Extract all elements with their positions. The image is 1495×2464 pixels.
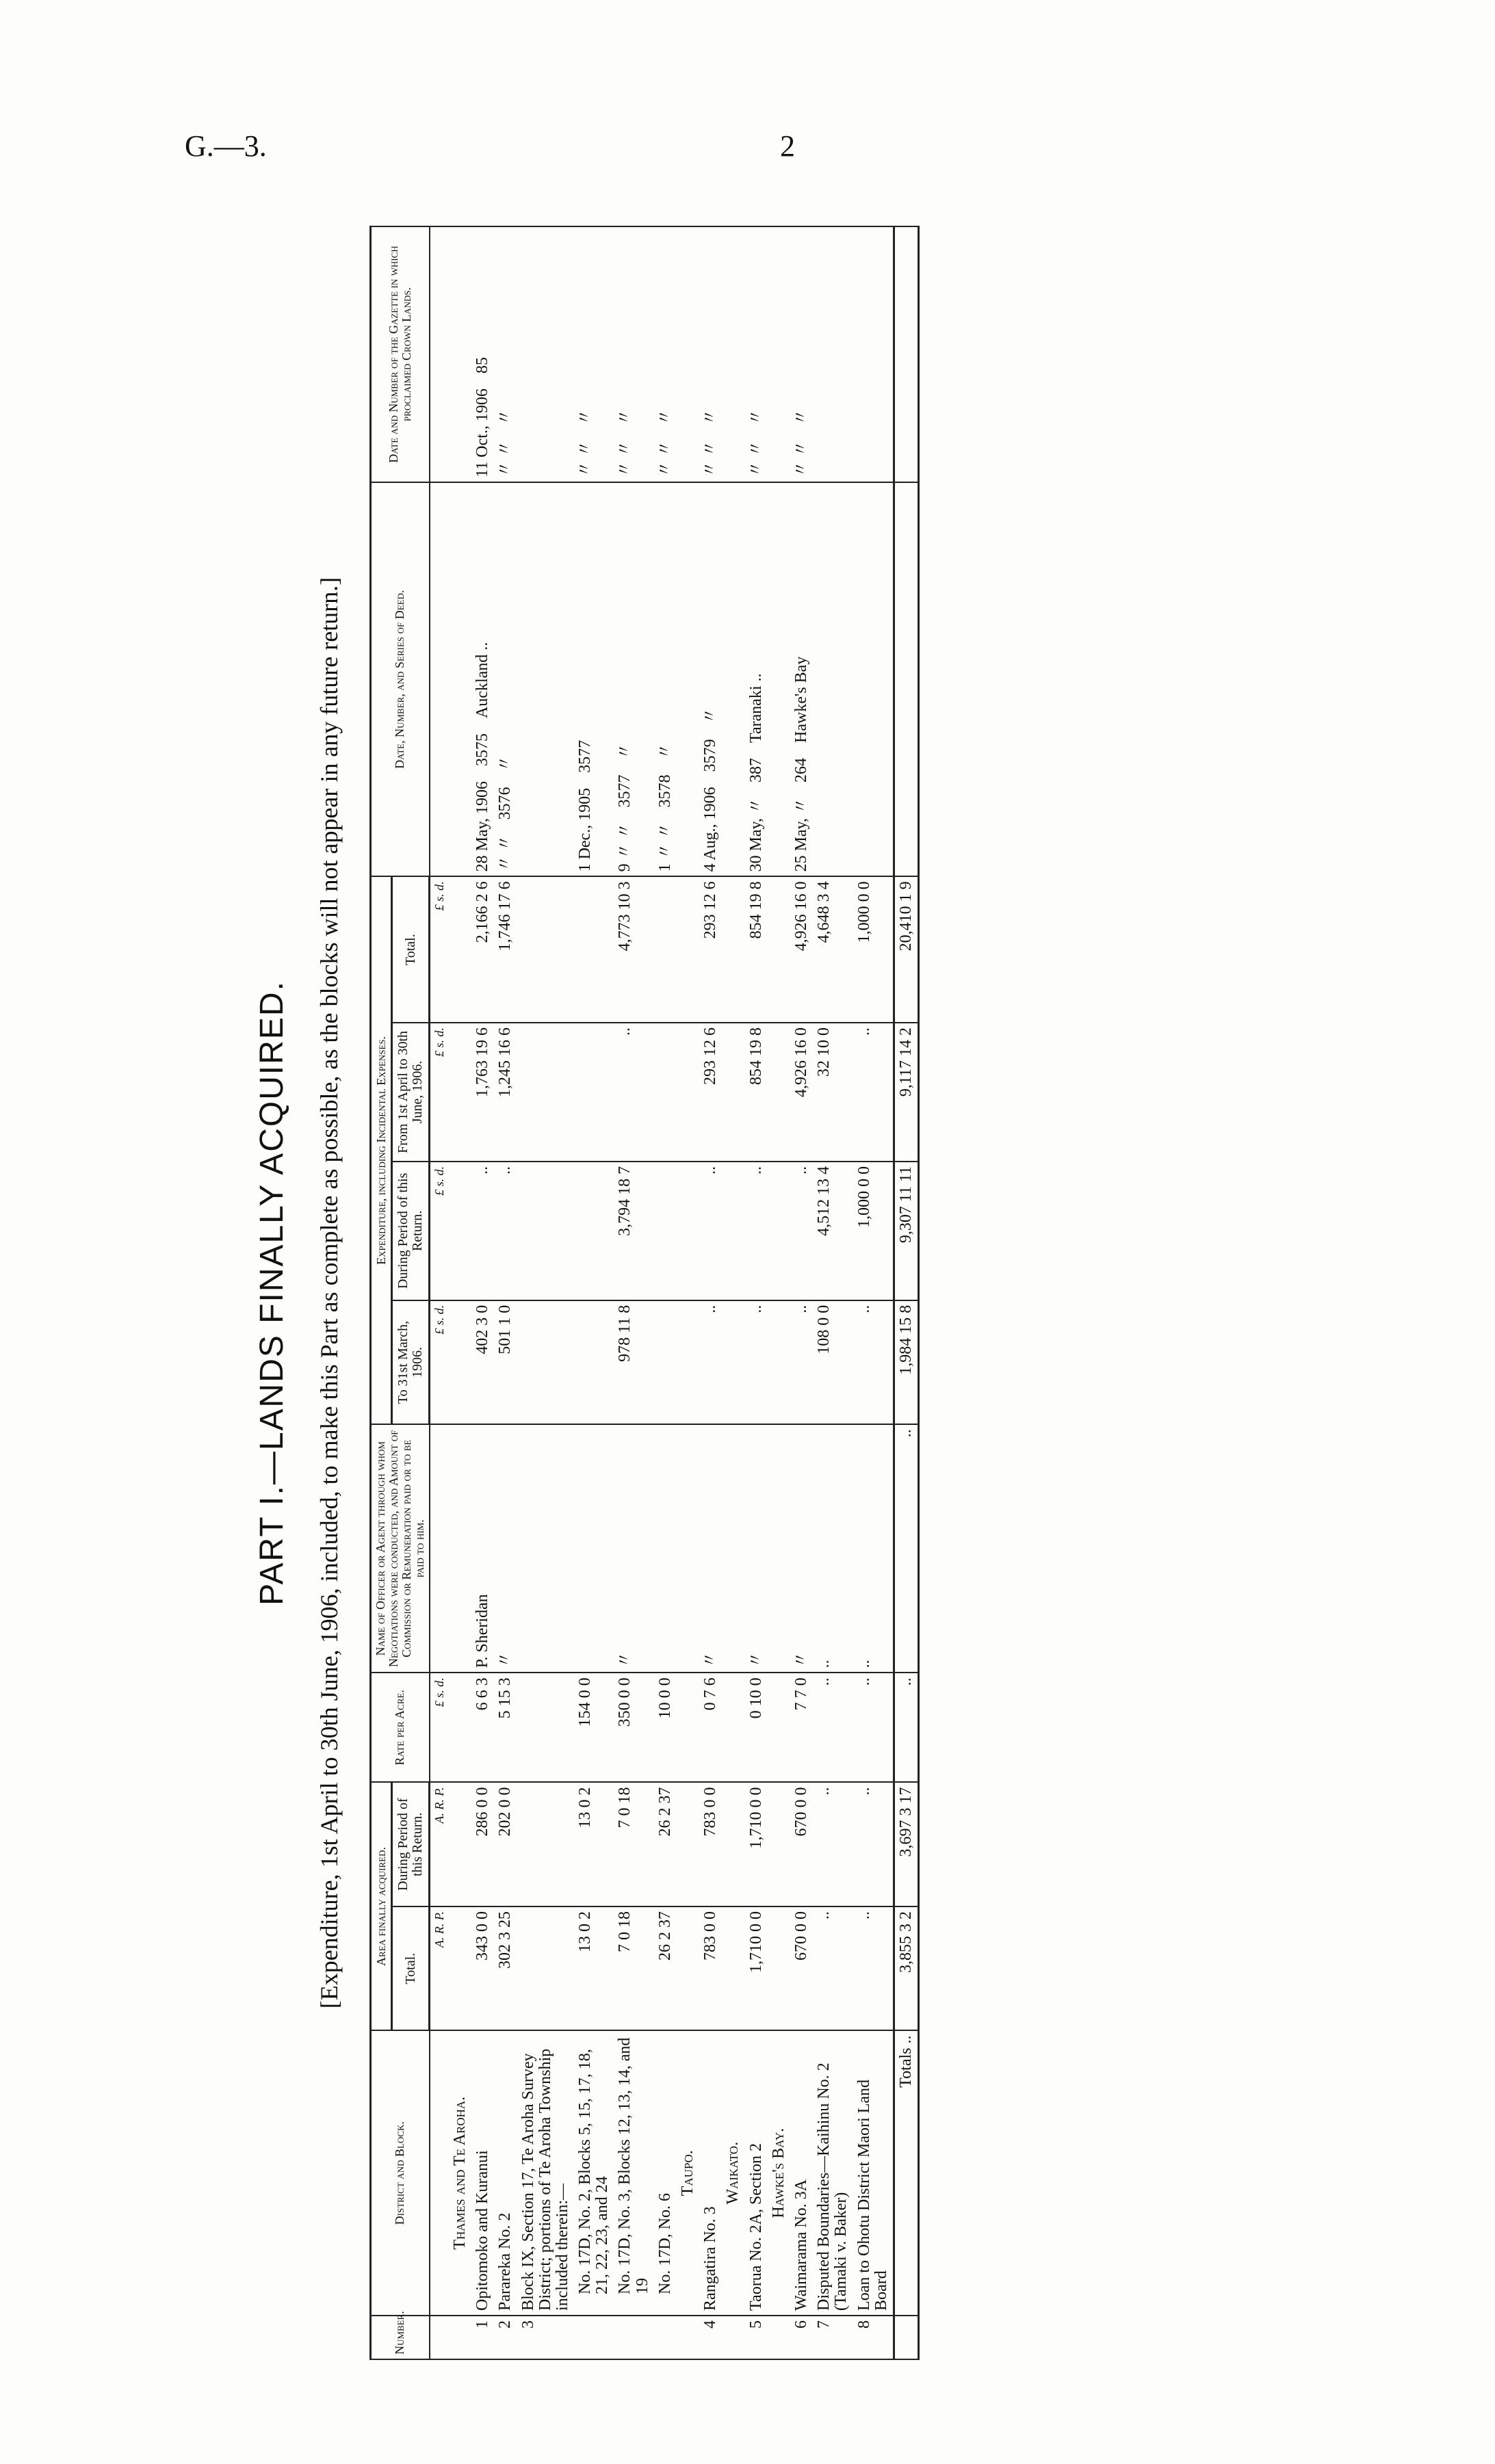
cell-exp-to: 978 11 8	[614, 1300, 653, 1425]
cell-officer: P. Sheridan	[471, 1424, 494, 1673]
cell-officer	[654, 1424, 677, 1673]
cell-officer: 〃	[745, 1424, 768, 1673]
cell-num: 3	[517, 2316, 575, 2359]
cell-gazette	[574, 226, 614, 482]
table-row	[574, 226, 614, 2359]
totals-exp-from: 9,117 14 2	[894, 1023, 918, 1162]
cell-officer	[677, 1424, 699, 1673]
cell-area-period: 286 0 0	[471, 1782, 494, 1906]
unit-money: £ s. d.	[430, 1673, 449, 1782]
cell-num	[654, 2316, 677, 2359]
cell-exp-during: ..	[790, 1162, 813, 1300]
deed-series: 〃	[496, 755, 515, 772]
table-row	[654, 226, 677, 2359]
cell-district: Loan to Ohotu District Maori Land Board	[853, 2031, 894, 2316]
deed-date: 〃 〃	[496, 835, 515, 872]
deed-num: 3575	[473, 733, 492, 766]
cell-deed	[813, 482, 853, 877]
cell-officer	[722, 1424, 744, 1673]
cell-exp-from: 293 12 6	[699, 1023, 722, 1162]
cell-exp-during: ..	[494, 1162, 517, 1300]
cell-officer	[768, 1424, 790, 1673]
cell-gazette	[677, 226, 699, 482]
cell-area-total	[677, 1906, 699, 2031]
cell-district: Rangatira No. 3	[699, 2031, 722, 2316]
part-subtitle: [Expenditure, 1st April to 30th June, 1906, included, to make this Part as complete as possible, as the blocks will not appear in any future return.]	[315, 577, 343, 2009]
cell-exp-during: 4,512 13 4	[813, 1162, 853, 1300]
lands-acquired-table	[369, 226, 920, 2360]
cell-area-period	[722, 1782, 744, 1906]
cell-exp-to	[722, 1300, 744, 1425]
cell-exp-from	[574, 1023, 614, 1162]
table-row	[699, 226, 722, 2359]
gazette-num: 〃	[616, 408, 634, 425]
table-row	[517, 226, 575, 2359]
cell-rate: 154 0 0	[574, 1673, 614, 1782]
cell-num	[574, 2316, 614, 2359]
cell-district: Taupo.	[677, 2031, 699, 2316]
cell-area-period	[449, 1782, 471, 1906]
cell-rate: 6 6 3	[471, 1673, 494, 1782]
cell-officer: ..	[853, 1424, 894, 1673]
cell-district: Disputed Boundaries—Kaihinu No. 2 (Tamaki v. Baker)	[813, 2031, 853, 2316]
cell-rate: ..	[813, 1673, 853, 1782]
cell-district: Hawke's Bay.	[768, 2031, 790, 2316]
col-area-total: Total.	[392, 1906, 430, 2031]
cell-area-period	[677, 1782, 699, 1906]
gazette-date: 〃 〃	[576, 440, 595, 477]
deed-series: 〃	[701, 707, 720, 724]
deed-series: 〃	[655, 743, 674, 760]
cell-district: No. 17D, No. 2, Blocks 5, 15, 17, 18, 21, 22, 23, and 24	[574, 2031, 614, 2316]
col-rate: Rate per Acre.	[371, 1673, 430, 1782]
cell-district: Parareka No. 2	[494, 2031, 517, 2316]
cell-rate: 350 0 0	[614, 1673, 653, 1782]
rotated-table-sheet	[253, 205, 1232, 2381]
cell-exp-during: ..	[745, 1162, 768, 1300]
deed-date: 25 May, 〃	[792, 797, 810, 872]
deed-date: 4 Aug., 1906	[701, 787, 720, 872]
cell-officer	[517, 1424, 575, 1673]
cell-exp-from: 4,926 16 0	[790, 1023, 813, 1162]
gazette-num: 〃	[496, 408, 515, 425]
cell-exp-to	[677, 1300, 699, 1425]
cell-officer: 〃	[614, 1424, 653, 1673]
cell-exp-total	[517, 876, 575, 1023]
cell-deed	[471, 482, 494, 877]
cell-num: 4	[699, 2316, 722, 2359]
deed-date: 30 May, 〃	[746, 797, 765, 872]
cell-rate	[517, 1673, 575, 1782]
cell-deed	[449, 482, 471, 877]
cell-exp-total	[654, 876, 677, 1023]
cell-rate	[449, 1673, 471, 1782]
units-row	[430, 226, 449, 2359]
cell-exp-total: 4,648 3 4	[813, 876, 853, 1023]
cell-num: 5	[745, 2316, 768, 2359]
cell-area-period: 26 2 37	[654, 1782, 677, 1906]
gazette-num: 〃	[701, 408, 720, 425]
cell-exp-to	[768, 1300, 790, 1425]
cell-officer: 〃	[699, 1424, 722, 1673]
deed-num: 3577	[576, 739, 595, 773]
part-title: PART I.—LANDS FINALLY ACQUIRED.	[254, 980, 290, 1605]
col-exp-during: During Period of this Return.	[392, 1162, 430, 1300]
cell-deed	[614, 482, 653, 877]
district-heading-row	[722, 226, 744, 2359]
cell-exp-to	[517, 1300, 575, 1425]
district-heading-row	[677, 226, 699, 2359]
cell-rate	[722, 1673, 744, 1782]
cell-deed	[722, 482, 744, 877]
cell-rate	[677, 1673, 699, 1782]
gazette-date: 11 Oct., 1906	[473, 389, 492, 477]
cell-area-period	[768, 1782, 790, 1906]
cell-gazette	[768, 226, 790, 482]
cell-exp-during	[722, 1162, 744, 1300]
cell-exp-to: ..	[699, 1300, 722, 1425]
totals-officer: ..	[894, 1424, 918, 1673]
cell-num	[614, 2316, 653, 2359]
cell-exp-total: 4,926 16 0	[790, 876, 813, 1023]
cell-area-total: 26 2 37	[654, 1906, 677, 2031]
unit-money: £ s. d.	[430, 876, 449, 1023]
gazette-num: 〃	[746, 408, 765, 425]
col-exp-total: Total.	[392, 876, 430, 1023]
table-row	[494, 226, 517, 2359]
unit-money: £ s. d.	[430, 1300, 449, 1425]
cell-exp-to: 501 1 0	[494, 1300, 517, 1425]
cell-exp-from	[654, 1023, 677, 1162]
cell-exp-to	[449, 1300, 471, 1425]
cell-area-total: 302 3 25	[494, 1906, 517, 2031]
cell-gazette	[813, 226, 853, 482]
district-heading-row	[768, 226, 790, 2359]
deed-series: Hawke's Bay	[792, 656, 810, 743]
cell-exp-total	[449, 876, 471, 1023]
cell-deed	[677, 482, 699, 877]
deed-num: 3577	[616, 774, 634, 808]
cell-officer	[449, 1424, 471, 1673]
deed-date: 1 Dec., 1905	[576, 787, 595, 872]
cell-area-period: 7 0 18	[614, 1782, 653, 1906]
cell-num	[677, 2316, 699, 2359]
totals-rate: ..	[894, 1673, 918, 1782]
cell-exp-to: ..	[745, 1300, 768, 1425]
cell-district: No. 17D, No. 6	[654, 2031, 677, 2316]
cell-num: 7	[813, 2316, 853, 2359]
cell-deed	[574, 482, 614, 877]
cell-area-total: 670 0 0	[790, 1906, 813, 2031]
table-row	[790, 226, 813, 2359]
cell-gazette	[614, 226, 653, 482]
cell-exp-during: 1,000 0 0	[853, 1162, 894, 1300]
deed-series: 〃	[616, 743, 634, 760]
table-row	[813, 226, 853, 2359]
deed-date: 28 May, 1906	[473, 781, 492, 872]
cell-deed	[494, 482, 517, 877]
col-expenditure-group: Expenditure, including Incidental Expenses.	[371, 876, 392, 1424]
cell-num: 6	[790, 2316, 813, 2359]
cell-area-period	[517, 1782, 575, 1906]
cell-gazette	[745, 226, 768, 482]
cell-district: Block IX, Section 17, Te Aroha Survey District; portions of Te Aroha Township included therein:—	[517, 2031, 575, 2316]
cell-exp-from: 854 19 8	[745, 1023, 768, 1162]
deed-date: 9 〃 〃	[616, 822, 634, 872]
cell-deed	[768, 482, 790, 877]
unit-area: A. R. P.	[430, 1906, 449, 2031]
deed-date: 1 〃 〃	[655, 822, 674, 872]
cell-exp-total: 1,000 0 0	[853, 876, 894, 1023]
col-area-period: During Period of this Return.	[392, 1782, 430, 1906]
cell-area-total	[768, 1906, 790, 2031]
cell-exp-total: 293 12 6	[699, 876, 722, 1023]
cell-exp-to	[654, 1300, 677, 1425]
cell-exp-to: 402 3 0	[471, 1300, 494, 1425]
cell-district: Opitomoko and Kuranui	[471, 2031, 494, 2316]
cell-gazette	[722, 226, 744, 482]
gazette-num: 〃	[792, 408, 810, 425]
cell-officer: 〃	[790, 1424, 813, 1673]
cell-district: Waikato.	[722, 2031, 744, 2316]
cell-exp-during	[517, 1162, 575, 1300]
cell-area-period: 783 0 0	[699, 1782, 722, 1906]
cell-num: 2	[494, 2316, 517, 2359]
cell-area-total: ..	[853, 1906, 894, 2031]
cell-gazette	[853, 226, 894, 482]
col-district: District and Block.	[371, 2031, 430, 2316]
cell-rate: 0 7 6	[699, 1673, 722, 1782]
cell-area-period: 202 0 0	[494, 1782, 517, 1906]
cell-exp-during	[654, 1162, 677, 1300]
cell-area-total	[517, 1906, 575, 2031]
cell-exp-total	[574, 876, 614, 1023]
col-officer: Name of Officer or Agent through whom Negotiations were conducted, and Amount of Commission or Remuneration paid or to be paid to him.	[371, 1424, 430, 1673]
deed-num: 3578	[655, 774, 674, 808]
totals-exp-total: 20,410 1 9	[894, 876, 918, 1023]
cell-exp-to: 108 0 0	[813, 1300, 853, 1425]
cell-district: Taorua No. 2A, Section 2	[745, 2031, 768, 2316]
cell-exp-to	[574, 1300, 614, 1425]
cell-deed	[517, 482, 575, 877]
cell-area-period: 1,710 0 0	[745, 1782, 768, 1906]
cell-area-total: 783 0 0	[699, 1906, 722, 2031]
report-code: G.—3.	[185, 129, 267, 163]
cell-exp-during: 3,794 18 7	[614, 1162, 653, 1300]
cell-num	[722, 2316, 744, 2359]
cell-area-period: 670 0 0	[790, 1782, 813, 1906]
cell-gazette	[494, 226, 517, 482]
deed-series: Taranaki ..	[746, 673, 765, 743]
cell-gazette	[790, 226, 813, 482]
cell-area-period: ..	[813, 1782, 853, 1906]
cell-officer	[574, 1424, 614, 1673]
cell-num: 1	[471, 2316, 494, 2359]
cell-district: Waimarama No. 3A	[790, 2031, 813, 2316]
totals-row	[894, 226, 918, 2359]
cell-exp-during: ..	[699, 1162, 722, 1300]
deed-num: 264	[792, 757, 810, 783]
cell-num	[768, 2316, 790, 2359]
cell-officer: 〃	[494, 1424, 517, 1673]
cell-exp-total: 854 19 8	[745, 876, 768, 1023]
col-area-group: Area finally acquired.	[371, 1782, 392, 2030]
cell-deed	[853, 482, 894, 877]
cell-gazette	[471, 226, 494, 482]
deed-num: 387	[746, 757, 765, 783]
cell-exp-total: 2,166 2 6	[471, 876, 494, 1023]
cell-area-period: ..	[853, 1782, 894, 1906]
gazette-date: 〃 〃	[746, 440, 765, 477]
cell-exp-total	[768, 876, 790, 1023]
unit-money: £ s. d.	[430, 1023, 449, 1162]
deed-num: 3576	[496, 787, 515, 820]
cell-exp-from: ..	[853, 1023, 894, 1162]
table-row	[853, 226, 894, 2359]
cell-exp-from	[722, 1023, 744, 1162]
cell-district: Thames and Te Aroha.	[449, 2031, 471, 2316]
gazette-num: 〃	[655, 408, 674, 425]
cell-exp-total: 4,773 10 3	[614, 876, 653, 1023]
cell-exp-total	[722, 876, 744, 1023]
cell-exp-during	[449, 1162, 471, 1300]
cell-exp-to: ..	[853, 1300, 894, 1425]
cell-gazette	[654, 226, 677, 482]
col-exp-from: From 1st April to 30th June, 1906.	[392, 1023, 430, 1162]
cell-area-total	[449, 1906, 471, 2031]
totals-label: Totals ..	[894, 2031, 918, 2316]
cell-exp-during: ..	[471, 1162, 494, 1300]
totals-exp-during: 9,307 11 11	[894, 1162, 918, 1300]
cell-exp-from	[449, 1023, 471, 1162]
table-row	[471, 226, 494, 2359]
unit-area: A. R. P.	[430, 1782, 449, 1906]
cell-area-total: 13 0 2	[574, 1906, 614, 2031]
cell-exp-to: ..	[790, 1300, 813, 1425]
page-number: 2	[780, 129, 795, 163]
gazette-date: 〃 〃	[616, 440, 634, 477]
table-row	[745, 226, 768, 2359]
cell-exp-from	[677, 1023, 699, 1162]
cell-exp-total	[677, 876, 699, 1023]
deed-series: Auckland ..	[473, 642, 492, 718]
cell-area-total: 343 0 0	[471, 1906, 494, 2031]
cell-exp-during	[768, 1162, 790, 1300]
cell-rate: ..	[853, 1673, 894, 1782]
col-deed: Date, Number, and Series of Deed.	[371, 482, 430, 877]
gazette-date: 〃 〃	[655, 440, 674, 477]
cell-area-period: 13 0 2	[574, 1782, 614, 1906]
totals-area-total: 3,855 3 2	[894, 1906, 918, 2031]
cell-num	[449, 2316, 471, 2359]
cell-gazette	[449, 226, 471, 482]
gazette-num: 85	[473, 357, 492, 374]
totals-exp-to: 1,984 15 8	[894, 1300, 918, 1425]
gazette-num: 〃	[576, 408, 595, 425]
cell-area-total: 1,710 0 0	[745, 1906, 768, 2031]
totals-area-period: 3,697 3 17	[894, 1782, 918, 1906]
cell-exp-from: 1,245 16 6	[494, 1023, 517, 1162]
col-exp-to: To 31st March, 1906.	[392, 1300, 430, 1425]
cell-area-total: ..	[813, 1906, 853, 2031]
cell-exp-from: 32 10 0	[813, 1023, 853, 1162]
cell-exp-from: 1,763 19 6	[471, 1023, 494, 1162]
table-row	[614, 226, 653, 2359]
cell-rate: 10 0 0	[654, 1673, 677, 1782]
cell-gazette	[517, 226, 575, 482]
deed-num: 3579	[701, 739, 720, 772]
col-number: Number.	[371, 2316, 430, 2359]
cell-exp-total: 1,746 17 6	[494, 876, 517, 1023]
gazette-date: 〃 〃	[701, 440, 720, 477]
cell-exp-during	[677, 1162, 699, 1300]
cell-deed	[790, 482, 813, 877]
cell-district: No. 17D, No. 3, Blocks 12, 13, 14, and 19	[614, 2031, 653, 2316]
cell-exp-during	[574, 1162, 614, 1300]
cell-exp-from	[517, 1023, 575, 1162]
cell-deed	[745, 482, 768, 877]
cell-rate	[768, 1673, 790, 1782]
cell-deed	[654, 482, 677, 877]
cell-gazette	[699, 226, 722, 482]
cell-num: 8	[853, 2316, 894, 2359]
district-heading-row	[449, 226, 471, 2359]
unit-money: £ s. d.	[430, 1162, 449, 1300]
gazette-date: 〃 〃	[496, 440, 515, 477]
cell-officer: ..	[813, 1424, 853, 1673]
cell-rate: 7 7 0	[790, 1673, 813, 1782]
cell-rate: 0 10 0	[745, 1673, 768, 1782]
cell-area-total	[722, 1906, 744, 2031]
cell-rate: 5 15 3	[494, 1673, 517, 1782]
cell-exp-from	[768, 1023, 790, 1162]
gazette-date: 〃 〃	[792, 440, 810, 477]
cell-area-total: 7 0 18	[614, 1906, 653, 2031]
cell-deed	[699, 482, 722, 877]
col-gazette: Date and Number of the Gazette in which proclaimed Crown Lands.	[371, 226, 430, 482]
cell-exp-from: ..	[614, 1023, 653, 1162]
